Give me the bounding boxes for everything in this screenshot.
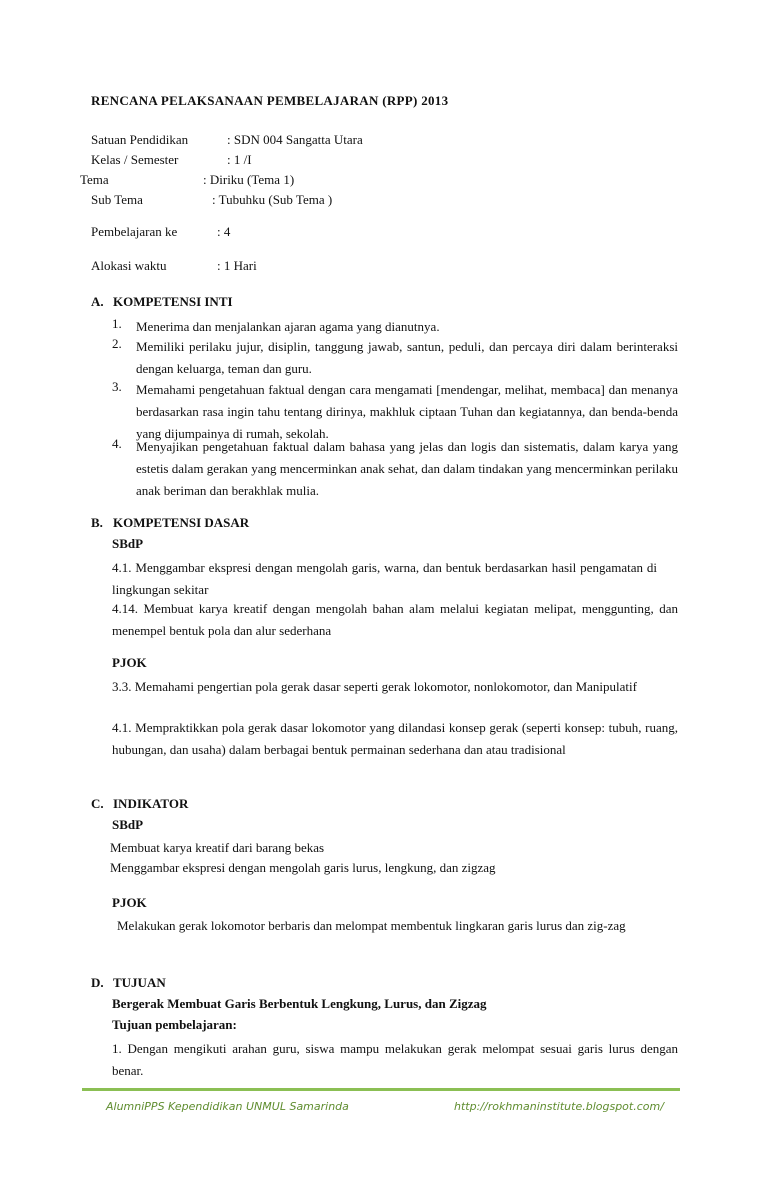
list-item: Menerima dan menjalankan ajaran agama yang dianutnya. <box>136 319 440 334</box>
list-number: 4. <box>112 436 122 451</box>
identity-label: Kelas / Semester <box>91 152 179 167</box>
section-letter: B. <box>91 515 103 530</box>
competency-text: 4.1. Menggambar ekspresi dengan mengolah garis, warna, dan bentuk berdasarkan hasil pengamatan di lingkungan sekitar <box>112 560 657 597</box>
section-a-heading <box>91 294 233 310</box>
identity-value: : 1 /I <box>227 152 252 167</box>
competency-text: 3.3. Memahami pengertian pola gerak dasar seperti gerak lokomotor, nonlokomotor, dan Manipulatif <box>112 679 637 694</box>
section-letter: D. <box>91 975 104 990</box>
section-letter: C. <box>91 796 104 811</box>
competency-text: 4.14. Membuat karya kreatif dengan mengolah bahan alam melalui kegiatan melipat, menggunting, dan menempel bentuk pola dan alur sederhana <box>112 601 678 638</box>
list-item: Memiliki perilaku jujur, disiplin, tanggung jawab, santun, peduli, dan percaya diri dalam berinteraksi dengan keluarga, teman dan guru. <box>136 339 678 376</box>
footer-rule <box>82 1088 680 1091</box>
footer-right: http://rokhmaninstitute.blogspot.com/ <box>454 1100 664 1113</box>
identity-value: : SDN 004 Sangatta Utara <box>227 132 363 147</box>
indicator-text: Membuat karya kreatif dari barang bekas <box>110 840 325 855</box>
competency-text: 4.1. Mempraktikkan pola gerak dasar lokomotor yang dilandasi konsep gerak (seperti konsep: tubuh, ruang, hubungan, dan usaha) dalam berbagai bentuk permainan sederhana dan atau tradisional <box>112 720 678 757</box>
subject-label-pjok: PJOK <box>112 655 147 670</box>
section-d-heading <box>91 975 166 991</box>
list-number: 2. <box>112 336 122 351</box>
subject-label-sbdp: SBdP <box>112 536 144 551</box>
list-number: 3. <box>112 379 122 394</box>
subject-label-pjok: PJOK <box>112 895 147 910</box>
indicator-text: Melakukan gerak lokomotor berbaris dan melompat membentuk lingkaran garis lurus dan zig-zag <box>117 918 626 933</box>
section-c-heading <box>91 796 188 812</box>
document-title: RENCANA PELAKSANAAN PEMBELAJARAN (RPP) 2013 <box>91 93 449 108</box>
identity-label: Sub Tema <box>91 192 143 207</box>
footer-left: AlumniPPS Kependidikan UNMUL Samarinda <box>106 1100 349 1113</box>
identity-value: : 1 Hari <box>217 258 257 273</box>
section-title: KOMPETENSI DASAR <box>113 515 250 530</box>
subject-label-sbdp: SBdP <box>112 817 144 832</box>
indicator-text: Menggambar ekspresi dengan mengolah garis lurus, lengkung, dan zigzag <box>110 860 496 875</box>
identity-label: Tema <box>80 172 109 187</box>
identity-value: : Tubuhku (Sub Tema ) <box>212 192 333 207</box>
list-number: 1. <box>112 316 122 331</box>
section-b-heading <box>91 515 249 531</box>
identity-label: Pembelajaran ke <box>91 224 178 239</box>
identity-label: Alokasi waktu <box>91 258 167 273</box>
list-item: Memahami pengetahuan faktual dengan cara mengamati [mendengar, melihat, membaca] dan menanya berdasarkan rasa ingin tahu tentang dirinya, makhluk ciptaan Tuhan dan kegiatannya, dan benda-benda yang dijumpainya di rumah, sekolah. <box>136 382 678 441</box>
section-title: INDIKATOR <box>113 796 189 811</box>
section-title: KOMPETENSI INTI <box>113 294 233 309</box>
section-letter: A. <box>91 294 104 309</box>
identity-value: : 4 <box>217 224 231 239</box>
section-title: TUJUAN <box>113 975 166 990</box>
goal-label: Tujuan pembelajaran: <box>112 1017 237 1032</box>
goal-text: 1. Dengan mengikuti arahan guru, siswa mampu melakukan gerak melompat sesuai garis lurus dengan benar. <box>112 1041 678 1078</box>
goal-subtitle: Bergerak Membuat Garis Berbentuk Lengkung, Lurus, dan Zigzag <box>112 996 487 1011</box>
identity-value: : Diriku (Tema 1) <box>203 172 295 187</box>
list-item: Menyajikan pengetahuan faktual dalam bahasa yang jelas dan logis dan sistematis, dalam karya yang estetis dalam gerakan yang mencerminkan anak sehat, dan dalam tindakan yang mencerminkan perilaku anak beriman dan berakhlak mulia. <box>136 439 678 498</box>
identity-label: Satuan Pendidikan <box>91 132 189 147</box>
